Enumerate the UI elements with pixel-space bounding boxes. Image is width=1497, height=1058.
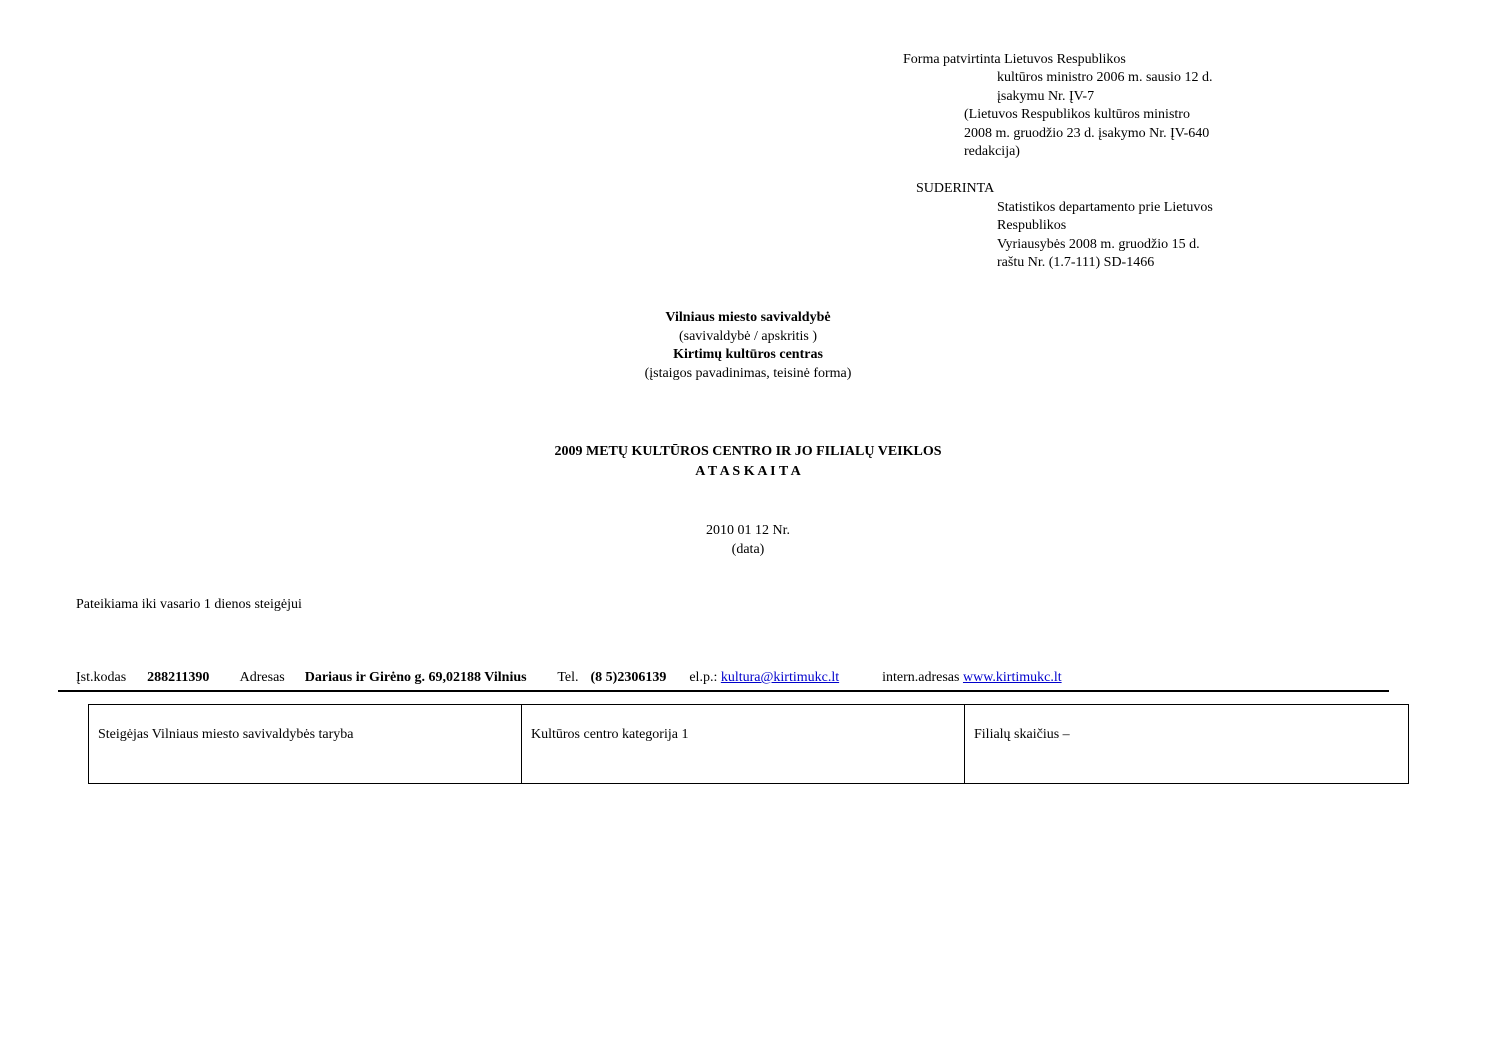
address-value: Dariaus ir Girėno g. 69,02188 Vilnius bbox=[304, 670, 527, 685]
phone-label: Tel. bbox=[557, 670, 579, 685]
report-date: 2010 01 12 Nr. bbox=[706, 523, 790, 538]
approval-line-6: redakcija) bbox=[964, 144, 1020, 159]
approval-line-4: (Lietuvos Respublikos kultūros ministro bbox=[964, 107, 1190, 122]
report-subtitle: A T A S K A I T A bbox=[695, 463, 801, 479]
submission-note: Pateikiama iki vasario 1 dienos steigėjui bbox=[76, 597, 302, 612]
report-title-block bbox=[498, 443, 998, 481]
institution-hint: (įstaigos pavadinimas, teisinė forma) bbox=[644, 365, 852, 381]
institution-block bbox=[498, 309, 998, 383]
table-row bbox=[89, 705, 1409, 784]
report-date-hint: (data) bbox=[731, 541, 765, 557]
approval-line-1: Forma patvirtinta Lietuvos Respublikos bbox=[903, 52, 1126, 67]
email-label: el.p.: bbox=[689, 670, 718, 685]
institution-name: Kirtimų kultūros centras bbox=[673, 347, 823, 362]
agreed-label: SUDERINTA bbox=[916, 181, 995, 196]
approval-line-3: įsakymu Nr. ĮV-7 bbox=[997, 89, 1095, 104]
address-label: Adresas bbox=[239, 670, 285, 685]
branches-cell: Filialų skaičius – bbox=[965, 705, 1409, 784]
municipality-name: Vilniaus miesto savivaldybė bbox=[665, 310, 831, 325]
report-title: 2009 METŲ KULTŪROS CENTRO IR JO FILIALŲ VEIKLOS bbox=[554, 444, 942, 459]
divider-rule bbox=[58, 690, 1389, 692]
contacts-line bbox=[76, 669, 1062, 688]
approval-line-2: kultūros ministro 2006 m. sausio 12 d. bbox=[997, 70, 1213, 85]
agreed-line-4: raštu Nr. (1.7-111) SD-1466 bbox=[997, 255, 1155, 270]
agreed-line-2: Respublikos bbox=[997, 218, 1067, 233]
code-value: 288211390 bbox=[147, 670, 210, 685]
email-link[interactable]: kultura@kirtimukc.lt bbox=[720, 670, 840, 685]
agreed-line-3: Vyriausybės 2008 m. gruodžio 15 d. bbox=[997, 237, 1200, 252]
agreed-line-1: Statistikos departamento prie Lietuvos bbox=[997, 200, 1213, 215]
founder-cell: Steigėjas Vilniaus miesto savivaldybės taryba bbox=[89, 705, 522, 784]
web-label: intern.adresas bbox=[882, 670, 960, 685]
approval-line-5: 2008 m. gruodžio 23 d. įsakymo Nr. ĮV-640 bbox=[964, 126, 1210, 141]
category-cell: Kultūros centro kategorija 1 bbox=[522, 705, 965, 784]
phone-value: (8 5)2306139 bbox=[590, 670, 667, 685]
info-table bbox=[88, 704, 1409, 784]
municipality-hint: (savivaldybė / apskritis ) bbox=[678, 328, 818, 344]
website-link[interactable]: www.kirtimukc.lt bbox=[962, 670, 1062, 685]
code-label: Įst.kodas bbox=[76, 670, 127, 685]
date-block bbox=[498, 522, 998, 559]
